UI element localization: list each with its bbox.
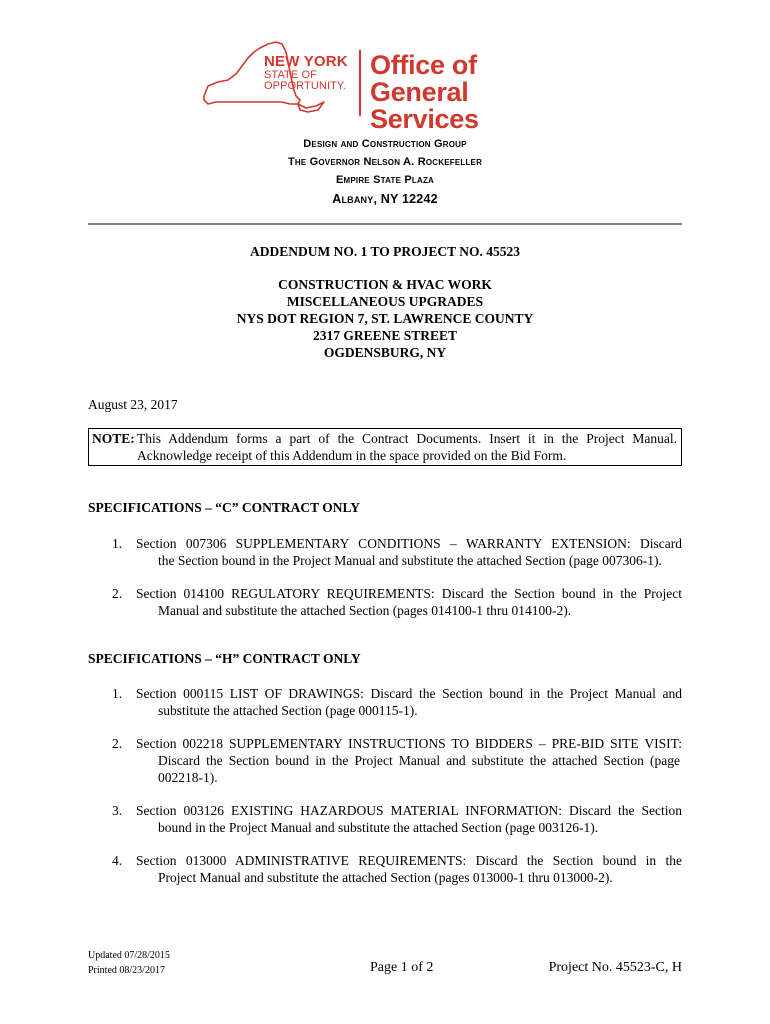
item-line: Section 003126 EXISTING HAZARDOUS MATERIAL INFORMATION: Discard the Section	[136, 803, 682, 818]
logo-ogs-line1: Office of	[370, 50, 477, 80]
item-line: Section 014100 REGULATORY REQUIREMENTS: Discard the Section bound in the Project	[136, 586, 682, 601]
section-heading-h: SPECIFICATIONS – “H” CONTRACT ONLY	[88, 651, 361, 666]
item-number: 2.	[112, 736, 123, 751]
footer-printed: Printed 08/23/2017	[88, 965, 165, 976]
project-line-5: OGDENSBURG, NY	[323, 345, 447, 360]
project-line-4: 2317 GREENE STREET	[312, 328, 458, 343]
header-rule	[88, 223, 682, 225]
item-line: Section 002218 SUPPLEMENTARY INSTRUCTIONS TO BIDDERS – PRE-BID SITE VISIT:	[136, 736, 682, 751]
footer-updated: Updated 07/28/2015	[88, 950, 170, 961]
item-line: Section 007306 SUPPLEMENTARY CONDITIONS – WARRANTY EXTENSION: Discard	[136, 536, 682, 551]
header-line-4: Albany, NY 12242	[332, 192, 438, 206]
note-line-1: This Addendum forms a part of the Contract Documents. Insert it in the Project Manual.	[137, 431, 677, 446]
item-continuation: substitute the attached Section (page 000115-1).	[158, 703, 418, 718]
logo-ny-sub2: OPPORTUNITY.	[264, 80, 347, 93]
item-line: Section 013000 ADMINISTRATIVE REQUIREMENTS: Discard the Section bound in the	[136, 853, 682, 868]
logo-ny-main: NEW YORK	[264, 53, 348, 70]
item-number: 1.	[112, 536, 123, 551]
item-number: 3.	[112, 803, 123, 818]
note-line-2: Acknowledge receipt of this Addendum in the space provided on the Bid Form.	[137, 448, 567, 463]
ogs-logo	[198, 38, 578, 134]
item-number: 2.	[112, 586, 123, 601]
item-number: 1.	[112, 686, 123, 701]
item-continuation: the Section bound in the Project Manual and substitute the attached Section (page 007306-1).	[158, 553, 662, 568]
section-heading-c: SPECIFICATIONS – “C” CONTRACT ONLY	[88, 500, 361, 515]
header-line-3: Empire State Plaza	[335, 174, 435, 186]
item-number: 4.	[112, 853, 123, 868]
logo-ogs-line2: General Services	[370, 77, 479, 134]
footer-project-number: Project No. 45523-C, H	[548, 960, 682, 975]
header-line-2: The Governor Nelson A. Rockefeller	[287, 156, 483, 168]
logo-divider	[359, 50, 361, 116]
item-continuation: Discard the Section bound in the Project Manual and substitute the attached Section (page 002218-1).	[158, 753, 680, 785]
footer-page-number: Page 1 of 2	[370, 960, 434, 975]
note-label: NOTE:	[92, 431, 135, 446]
header-line-1: Design and Construction Group	[303, 138, 467, 150]
item-line: Section 000115 LIST OF DRAWINGS: Discard the Section bound in the Project Manual and	[136, 686, 682, 701]
project-line-3: NYS DOT REGION 7, ST. LAWRENCE COUNTY	[236, 311, 534, 326]
note-box	[88, 428, 682, 466]
item-continuation: Manual and substitute the attached Section (pages 014100-1 thru 014100-2).	[158, 603, 572, 618]
project-line-1: CONSTRUCTION & HVAC WORK	[278, 277, 492, 292]
addendum-title: ADDENDUM NO. 1 TO PROJECT NO. 45523	[249, 244, 521, 259]
document-date: August 23, 2017	[88, 397, 178, 412]
project-line-2: MISCELLANEOUS UPGRADES	[286, 294, 484, 309]
item-continuation: bound in the Project Manual and substitute the attached Section (page 003126-1).	[158, 820, 599, 835]
logo-ny-sub1: STATE OF	[264, 68, 317, 81]
item-continuation: Project Manual and substitute the attached Section (pages 013000-1 thru 013000-2).	[158, 870, 613, 885]
